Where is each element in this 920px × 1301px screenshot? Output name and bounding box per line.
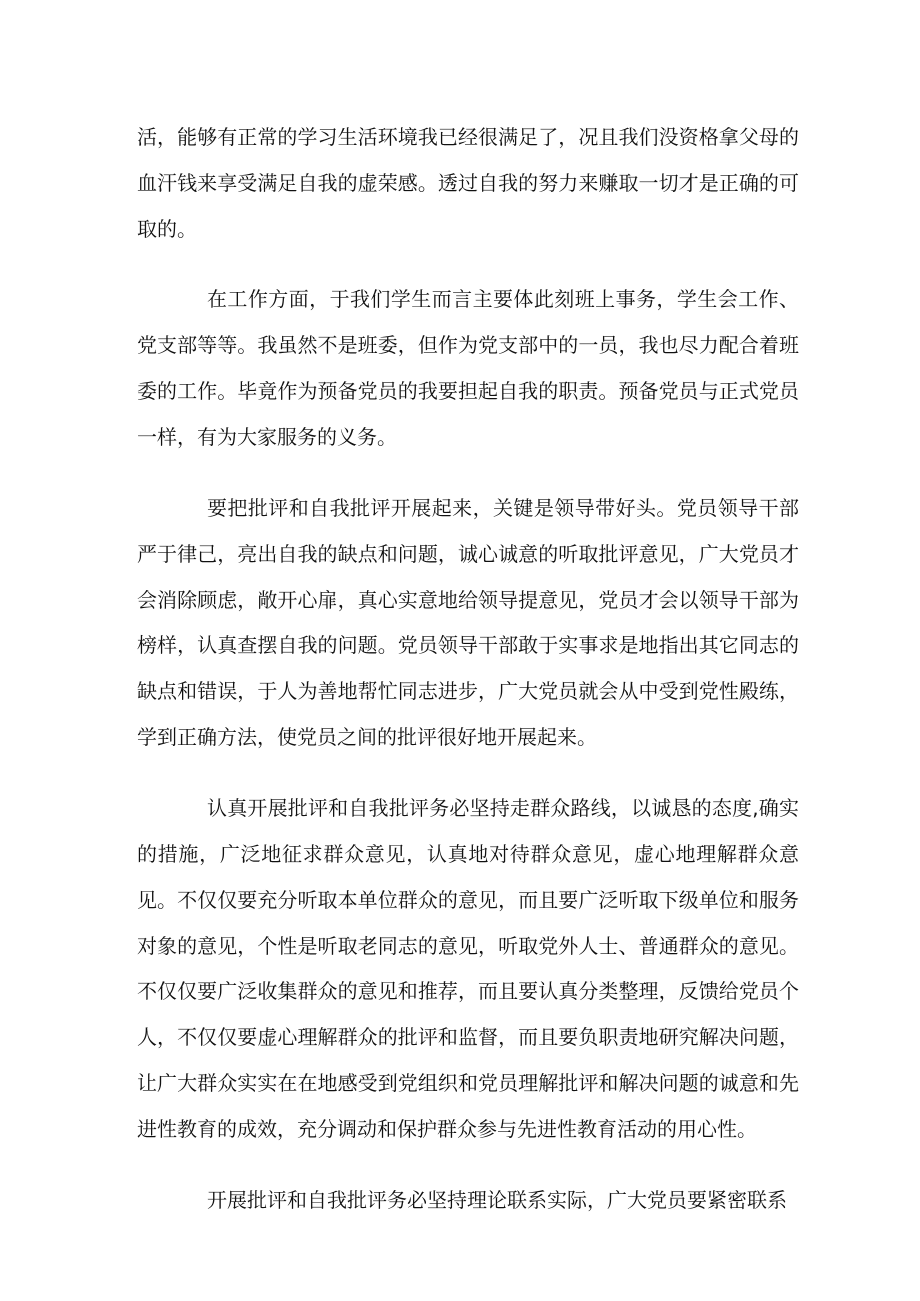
paragraph-work: 在工作方面，于我们学生而言主要体此刻班上事务，学生会工作、党支部等等。我虽然不是班委，但作为党支部中的一员，我也尽力配合着班委的工作。毕竟作为预备党员的我要担起自我的职责。预备党员与正式党员一样，有为大家服务的义务。 [137,287,799,450]
paragraph-mass-line: 认真开展批评和自我批评务必坚持走群众路线，以诚恳的态度,确实的措施，广泛地征求群众意见，认真地对待群众意见，虚心地理解群众意见。不仅仅要充分听取本单位群众的意见，而且要广泛听取下级单位和服务对象的意见，个性是听取老同志的意见，听取党外人士、普通群众的意见。不仅仅要广泛收集群众的意见和推荐，而且要认真分类整理，反馈给党员个人，不仅仅要虚心理解群众的批评和监督，而且要负职责地研究解决问题，让广大群众实实在在地感受到党组织和党员理解批评和解决问题的诚意和先进性教育的成效，充分调动和保护群众参与先进性教育活动的用心性。 [137,795,799,1142]
paragraph-theory-practice: 开展批评和自我批评务必坚持理论联系实际，广大党员要紧密联系 [207,1187,787,1212]
paragraph-leadership: 要把批评和自我批评开展起来，关键是领导带好头。党员领导干部严于律己，亮出自我的缺点和问题，诚心诚意的听取批评意见，广大党员才会消除顾虑，敞开心扉，真心实意地给领导提意见，党员才会以领导干部为榜样，认真查摆自我的问题。党员领导干部敢于实事求是地指出其它同志的缺点和错误，于人为善地帮忙同志进步，广大党员就会从中受到党性殿练，学到正确方法，使党员之间的批评很好地开展起来。 [137,495,799,750]
paragraph-continued: 活，能够有正常的学习生活环境我已经很满足了，况且我们没资格拿父母的血汗钱来享受满足自我的虚荣感。透过自我的努力来赚取一切才是正确的可取的。 [137,125,799,241]
document-body [137,115,799,1248]
